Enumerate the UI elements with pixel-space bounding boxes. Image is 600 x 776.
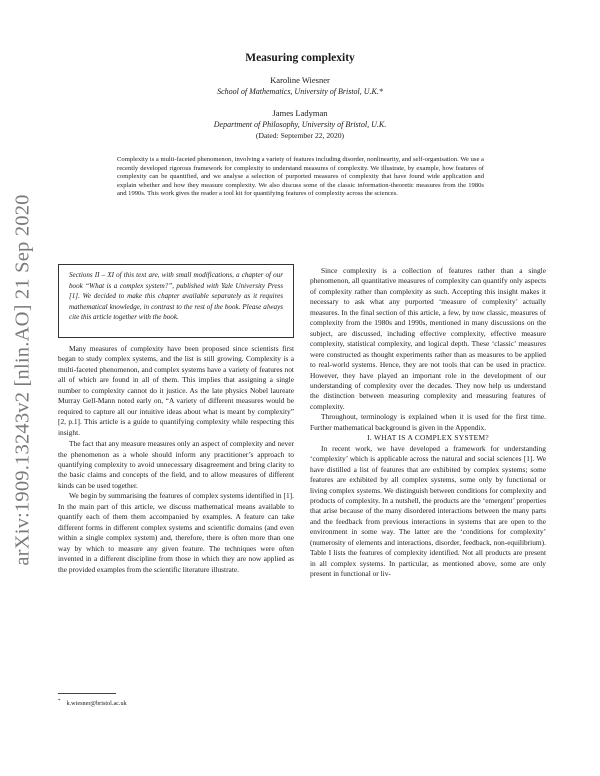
footnote-email: k.wiesner@bristol.ac.uk — [66, 700, 127, 708]
paragraph: Throughout, terminology is explained when it is used for the first time. Further mathematical background is given in the Appendix. — [310, 412, 546, 432]
right-column — [310, 266, 546, 580]
chapter-note-text: Sections II – XI of this text are, with small modifications, a chapter of our book “What is a complex system?”, published with Yale University Press [1]. We decided to make this chapter available separately as it requires mathematical knowledge, in contrast to the rest of the book. Please always cite this article together with the book. — [69, 271, 283, 321]
arxiv-id: arXiv:1909.13243v2 [nlin.AO] 21 Sep 2020 — [11, 194, 34, 566]
paragraph: The fact that any measure measures only an aspect of complexity and never the phenomenon as a whole should inform any practitioner’s approach to quantifying complexity to avoid unnecessary disagreement and bring clarity to the basic claims and concepts of the field, and to allow measures of different kinds can be used together. — [58, 439, 294, 490]
author-affiliation-1: School of Mathematics, University of Bristol, U.K.* — [217, 87, 383, 96]
abstract: Complexity is a multi-faceted phenomenon, involving a variety of features including disorder, nonlinearity, and self-organisation. We use a recently developed rigorous framework for complexity to understand measures of complexity. We illustrate, by example, how features of complexity can be quantified, and we analyse a selection of purported measures of complexity that have found wide application and explain whether and how they measure complexity. We also discuss some of the classic information-theoretic measures from the 1980s and 1990s. This work gives the reader a tool kit for quantifying features of complexity across the sciences. — [117, 156, 484, 198]
footnote-mark: * — [58, 699, 61, 704]
paragraph: We begin by summarising the features of complex systems identified in [1]. In the main part of this article, we discuss mathematical means available to quantify each of them them accompanied by examples. A feature can take different forms in different complex systems and scientific domains (and even within a single complex system) and, therefore, there is often more than one way by which to measure any given feature. The techniques were often invented in a different discipline from those in which they are now applied as the provided examples from the scientific literature illustrate. — [58, 491, 294, 574]
paper-title: Measuring complexity — [245, 52, 355, 64]
dated: (Dated: September 22, 2020) — [255, 131, 345, 140]
author-affiliation-2: Department of Philosophy, University of Bristol, U.K. — [213, 120, 387, 129]
section-heading: I. WHAT IS A COMPLEX SYSTEM? — [367, 433, 489, 443]
left-column — [58, 344, 294, 575]
footnote-rule — [58, 693, 116, 694]
arxiv-stamp — [6, 160, 40, 600]
author-name-2: James Ladyman — [272, 108, 328, 118]
paragraph: Since complexity is a collection of features rather than a single phenomenon, all quantitative measures of complexity can quantify only aspects of complexity rather than complexity as such. Accepting this insight makes it necessary to ask what any purported ‘measure of complexity’ actually measures. In the final section of this article, a few, by now classic, measures of complexity from the 1980s and 1990s, mentioned in many discussions on the subject, are discussed, including effective complexity, effective measure complexity, statistical complexity, and logical depth. These ‘classic’ measures were constructed as thought experiments rather than as measures to be applied to real-world systems. Hence, they are not tools that can be used in practice. However, they have played an important role in the development of our understanding of complexity over the decades. They now help us understand the distinction between measuring complexity and measuring features of complexity. — [310, 266, 546, 411]
paragraph: Many measures of complexity have been proposed since scientists first began to study complex systems, and the list is still growing. Complexity is a multi-faceted phenomenon, and complex systems have a variety of features not all of which are found in all of them. This implies that assigning a single number to complexity cannot do it justice. As the late physics Nobel laureate Murray Gell-Mann noted early on, “A variety of different measures would be required to capture all our intuitive ideas about what is meant by complexity” [2, p.1]. This article is a guide to quantifying complexity while respecting this insight. — [58, 344, 294, 437]
chapter-note-box — [58, 264, 294, 338]
author-name-1: Karoline Wiesner — [270, 75, 330, 85]
footnote — [58, 699, 127, 707]
paragraph: In recent work, we have developed a framework for understanding ‘complexity’ which is applicable across the natural and social sciences [1]. We have distilled a list of features that are exhibited by complex systems; some features are exhibited by all complex systems, some only by functional or living complex systems. We distinguish between conditions for complexity and products of complexity. In a nutshell, the products are the ‘emergent’ properties that arise because of the many disordered interactions between the many parts and the feedback from previous interactions in systems that are open to the environment in some way. The latter are the ‘conditions for complexity’ (numerosity of elements and interactions, disorder, feedback, non-equilibrium). Table I lists the features of complexity identified. Not all products are present in all complex systems. In particular, as mentioned above, some are only present in functional or liv- — [310, 443, 546, 579]
